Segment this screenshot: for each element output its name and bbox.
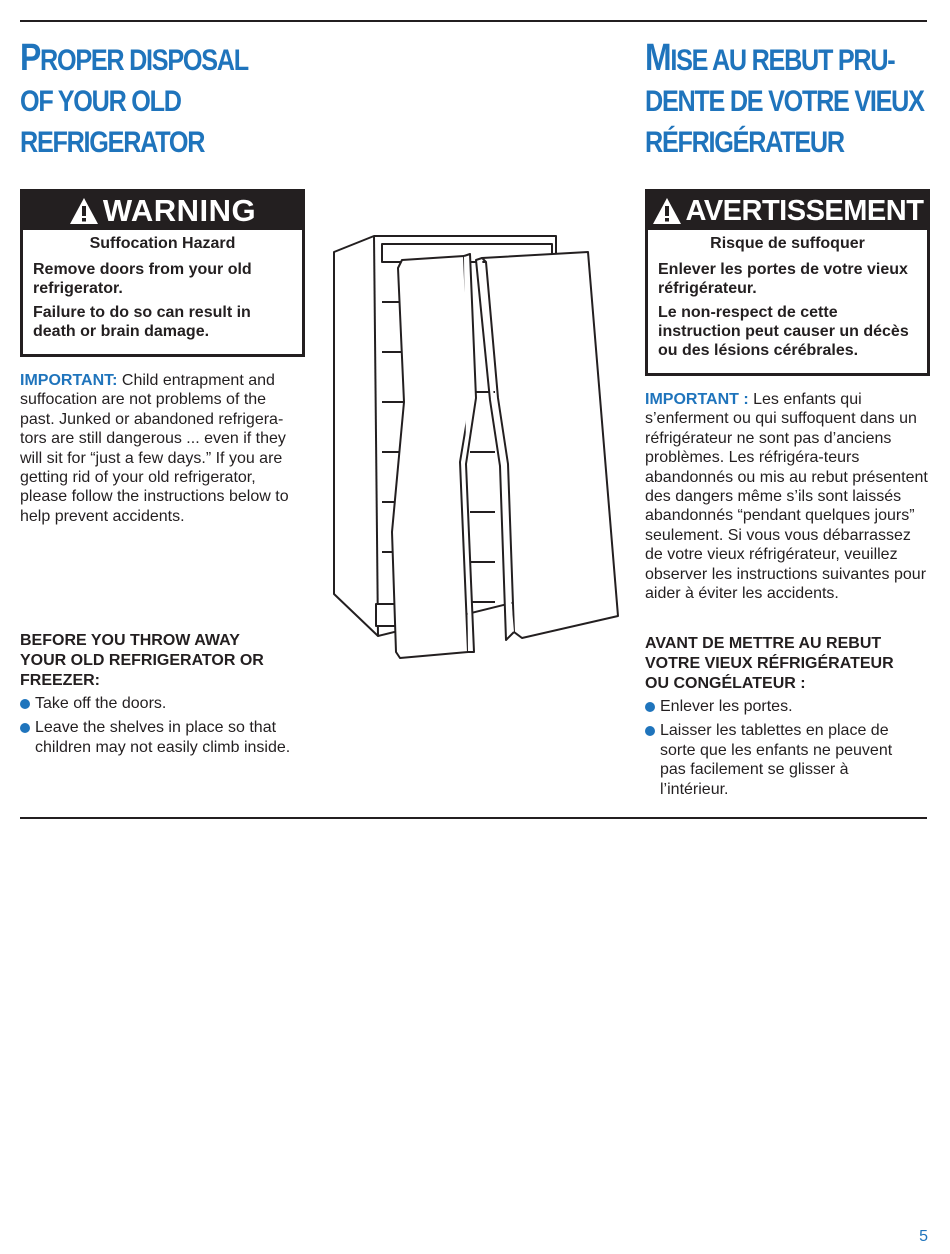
english-title-rest: ROPER DISPOSAL xyxy=(40,44,248,77)
english-warning-instruction: Remove doors from your old refrigerator. xyxy=(33,261,252,297)
french-title-line-1 xyxy=(645,37,895,81)
french-warning-box xyxy=(645,189,930,376)
bullet-icon xyxy=(645,726,655,736)
french-title-line-3: RÉFRIGÉRATEUR xyxy=(645,126,844,159)
english-warning-box xyxy=(20,189,305,357)
page-number: 5 xyxy=(919,1228,928,1245)
english-steps-list xyxy=(20,694,305,762)
bottom-rule xyxy=(20,817,927,819)
english-before-heading: BEFORE YOU THROW AWAY YOUR OLD REFRIGERATOR OR FREEZER: xyxy=(20,632,264,689)
french-title-initial: M xyxy=(645,37,671,79)
english-step-2: Leave the shelves in place so that children may not easily climb inside. xyxy=(35,719,291,756)
french-title xyxy=(645,37,924,163)
english-warning-label: WARNING xyxy=(102,193,257,228)
english-column xyxy=(20,38,305,526)
french-warning-instruction: Enlever les portes de votre vieux réfrigérateur. xyxy=(658,261,908,297)
bullet-icon xyxy=(20,699,30,709)
list-item xyxy=(645,697,915,716)
french-title-line-2: DENTE DE VOTRE VIEUX xyxy=(645,85,924,118)
french-important-paragraph xyxy=(645,390,930,603)
bullet-icon xyxy=(645,702,655,712)
english-important-paragraph xyxy=(20,371,305,526)
top-rule xyxy=(20,20,927,22)
english-warning-consequence: Failure to do so can result in death or brain damage. xyxy=(33,304,251,340)
english-title-line-2: OF YOUR OLD xyxy=(20,85,181,118)
bullet-icon xyxy=(20,723,30,733)
list-item xyxy=(20,694,305,713)
list-item xyxy=(20,718,305,757)
english-warning-bar xyxy=(23,192,302,230)
english-important-text: Child entrapment and suffocation are not problems of the past. Junked or abandoned refrigera-tors are still dangerous ... even if they will sit for “just a few days.” If you are getting rid of your old refrigerator, please follow the instructions below to help prevent accidents. xyxy=(20,372,289,525)
french-step-2: Laisser les tablettes en place de sorte que les enfants ne peuvent pas facilement se glisser à l’intérieur. xyxy=(660,722,893,798)
warning-triangle-icon xyxy=(69,197,99,225)
warning-triangle-icon xyxy=(652,197,682,225)
french-warning-consequence: Le non-respect de cette instruction peut causer un décès ou des lésions cérébrales. xyxy=(658,304,909,359)
english-title xyxy=(20,38,259,163)
english-title-initial: P xyxy=(20,37,41,79)
french-warning-body xyxy=(648,230,927,373)
english-important-label: IMPORTANT: xyxy=(20,372,118,389)
french-important-label: IMPORTANT : xyxy=(645,391,749,408)
french-warning-label: AVERTISSEMENT xyxy=(685,194,924,227)
french-column xyxy=(645,38,930,603)
french-before-heading: AVANT DE METTRE AU REBUT VOTRE VIEUX RÉFRIGÉRATEUR OU CONGÉLATEUR : xyxy=(645,635,894,692)
french-important-text: Les enfants qui s’enferment ou qui suffoquent dans un réfrigérateur ne sont pas d’anciens problèmes. Les réfrigéra-teurs abandonnés ou mis au rebut présentent des dangers même s’ils sont laissés abandonnés “pendant quelques jours” seulement. Si vous vous débarrassez de votre vieux réfrigérateur, veuillez observer les instructions suivantes pour aider à éviter les accidents. xyxy=(645,391,928,603)
french-steps-list xyxy=(645,697,915,804)
french-hazard-title: Risque de suffoquer xyxy=(710,235,865,252)
english-title-line-3: REFRIGERATOR xyxy=(20,126,205,159)
list-item xyxy=(645,721,915,799)
french-step-1: Enlever les portes. xyxy=(660,698,793,715)
side-by-side-refrigerator-doors-open-icon xyxy=(330,232,622,664)
french-title-rest: ISE AU REBUT PRU- xyxy=(670,44,895,77)
french-warning-bar xyxy=(648,192,927,230)
english-step-1: Take off the doors. xyxy=(35,695,167,712)
english-hazard-title: Suffocation Hazard xyxy=(89,235,236,252)
english-warning-body xyxy=(23,230,302,354)
english-title-line-1 xyxy=(20,38,259,81)
